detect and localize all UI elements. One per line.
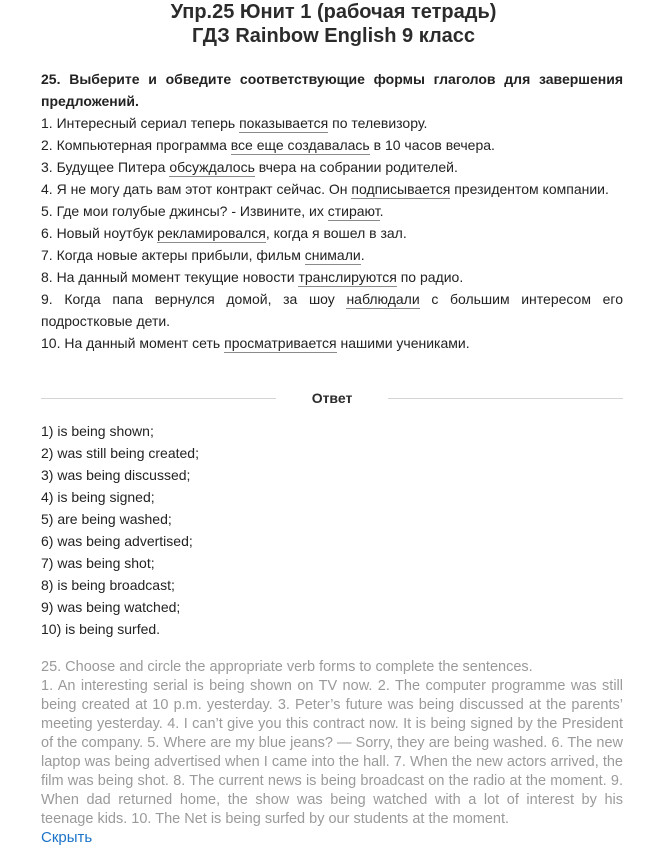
answer-item: 8) is being broadcast; [41,577,175,593]
sentence-verb-form: наблюдали [346,291,420,307]
answer-item: 6) was being advertised; [41,533,193,549]
sentence-text-after: по телевизору. [328,115,428,131]
page-title-line2: ГДЗ Rainbow English 9 класс [191,25,476,47]
sentence-item [41,178,623,200]
answer-list [41,420,199,640]
sentence-text-after: вчера на собрании родителей. [254,159,458,175]
sentence-verb-form: транслируются [298,269,397,285]
sentence-verb-form: обсуждалось [169,159,255,175]
sentence-item [41,288,623,332]
answer-item: 10) is being surfed. [41,621,161,637]
task-block [41,68,623,354]
sentence-text-after: . [379,203,384,219]
divider-line-left [41,398,276,399]
sentence-text-before: 6. Новый ноутбук [41,225,158,241]
sentence-text-after: президентом компании. [450,181,609,197]
sentence-verb-form: рекламировался [157,225,266,241]
answer-label: Ответ [311,390,353,406]
sentence-text-after: нашими учениками. [336,335,470,351]
answer-divider [41,389,623,407]
answer-item: 5) are being washed; [41,511,172,527]
translation-heading: 25. Choose and circle the appropriate verb forms to complete the sentences. [41,659,533,675]
sentence-text-after: с большим интересом его подростковые дети. [41,291,623,329]
sentence-text-before: 4. Я не могу дать вам этот контракт сейчас. Он [41,181,352,197]
answer-item: 1) is being shown; [41,423,154,439]
sentence-text-before: 8. На данный момент текущие новости [41,269,299,285]
sentence-item [41,112,623,134]
sentence-text-before: 10. На данный момент сеть [41,335,225,351]
sentence-text-before: 7. Когда новые актеры прибыли, фильм [41,247,305,263]
sentence-text-after: , когда я вошел в зал. [265,225,407,241]
sentence-text-before: 3. Будущее Питера [41,159,170,175]
sentence-item [41,266,623,288]
page-title [0,0,667,48]
answer-item: 3) was being discussed; [41,467,191,483]
answer-item: 7) was being shot; [41,555,155,571]
sentence-item [41,222,623,244]
sentence-text-before: 2. Компьютерная программа [41,137,231,153]
sentence-verb-form: показывается [239,115,329,131]
sentence-text-before: 1. Интересный сериал теперь [41,115,240,131]
translation-body: 1. An interesting serial is being shown on TV now. 2. The computer programme was still being created at 10 p.m. yesterday. 3. Peter’s future was being discussed at the parents’ meeting yesterday. 4. I can’t give you this contract now. It is being signed by the President of the company. 5. Where are my blue jeans? — Sorry, they are being washed. 6. The new laptop was being advertised when I came into the hall. 7. When the new actors arrived, the film was being shot. 8. The current news is being broadcast on the radio at the moment. 9. When dad returned home, the show was being watched with a lot of interest by his teenage kids. 10. The Net is being surfed by our students at the moment. [41,678,623,827]
sentence-verb-form: снимали [304,247,361,263]
sentence-verb-form: подписывается [351,181,451,197]
sentence-item [41,134,623,156]
sentence-text-after: . [360,247,365,263]
sentence-item [41,244,623,266]
answer-item: 2) was still being created; [41,445,199,461]
sentence-item [41,332,623,354]
sentence-text-after: в 10 часов вечера. [369,137,495,153]
hide-link[interactable]: Скрыть [41,829,93,846]
sentence-item [41,156,623,178]
sentence-item [41,200,623,222]
task-heading: 25. Выберите и обведите соответствующие формы глаголов для завершения предложений. [41,71,623,109]
answer-item: 4) is being signed; [41,489,155,505]
divider-line-right [388,398,623,399]
sentence-text-before: 9. Когда папа вернулся домой, за шоу [41,291,347,307]
answer-item: 9) was being watched; [41,599,181,615]
sentence-verb-form: все еще создавалась [230,137,370,153]
sentence-verb-form: просматривается [224,335,337,351]
page-title-line1: Упр.25 Юнит 1 (рабочая тетрадь) [170,1,497,23]
sentence-text-after: по радио. [396,269,464,285]
sentence-list [41,112,623,354]
sentence-text-before: 5. Где мои голубые джинсы? - Извините, их [41,203,328,219]
sentence-verb-form: стирают [327,203,380,219]
translation-block [41,658,623,829]
